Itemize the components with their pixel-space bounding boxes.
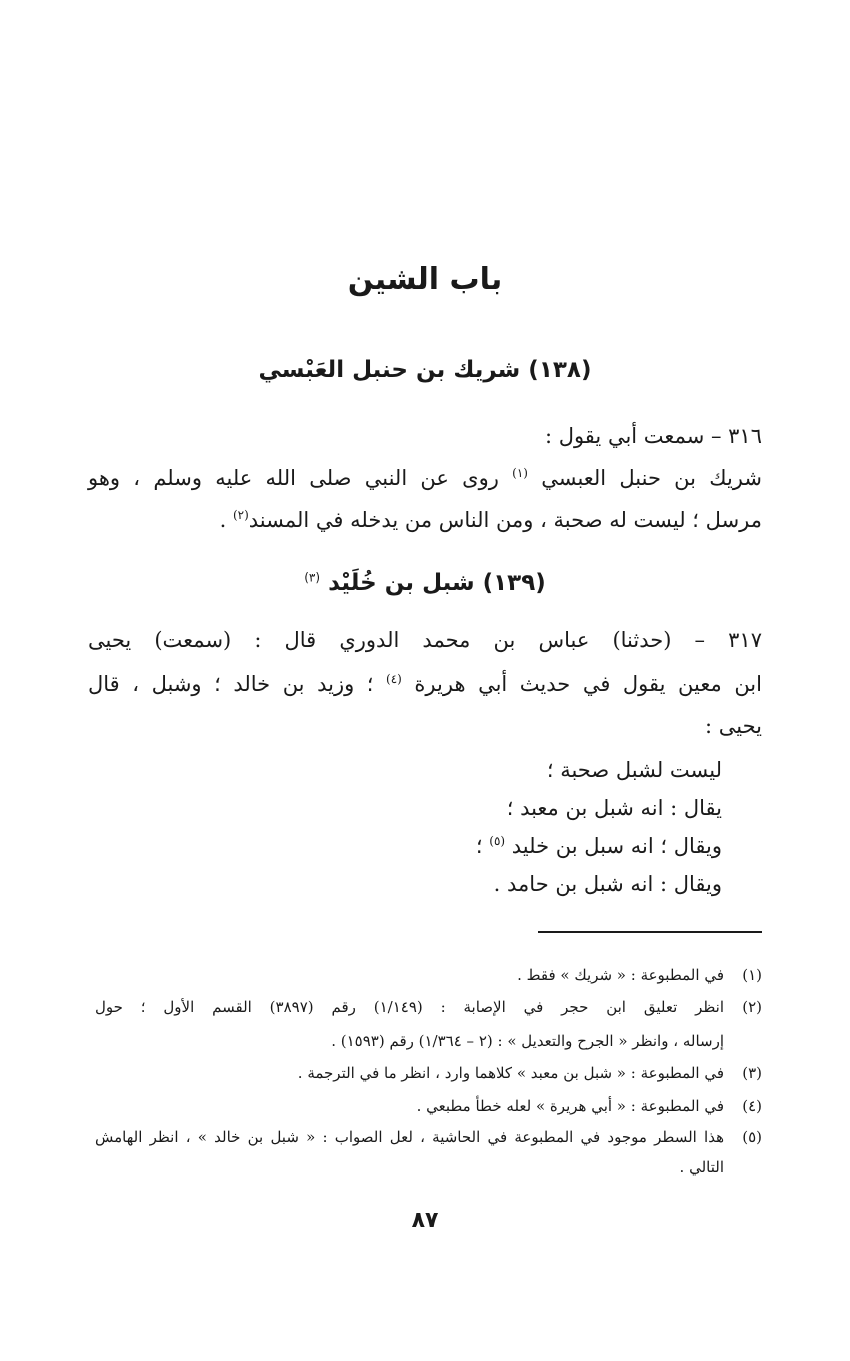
text-line-content: ؛ [475,834,483,858]
entry-heading-text: (١٣٨) شريك بن حنبل العَبْسي [258,357,592,383]
text-line-content: ٣١٦ – سمعت أبي يقول : [544,424,762,448]
page-number: ٨٧ [411,1208,439,1233]
text-line-content: ليست لشبل صحبة ؛ [546,758,722,782]
footnote-number: (٣) [742,1064,762,1082]
text-line-content: روى عن النبي صلى الله عليه وسلم ، وهو [88,466,499,490]
text-line-content: ويقال ؛ انه سبل بن خليد [511,834,722,858]
footnote-text: في المطبوعة : « شبل بن معبد » كلاهما وارد ، انظر ما في الترجمة . [297,1064,724,1082]
footnote-number: (١) [742,966,762,984]
text-line-content: . [219,508,227,532]
footnote-number: (٥) [742,1128,762,1146]
text-line [88,714,762,738]
entry-heading [0,570,850,596]
text-line-content: مرسل ؛ ليست له صحبة ، ومن الناس من يدخله في المسند [248,508,762,532]
footnote-ref[interactable]: (١) [512,466,528,480]
footnote-text: انظر تعليق ابن حجر في الإصابة : (١/١٤٩) رقم (٣٨٩٧) القسم الأول ؛ حول [95,998,725,1016]
footnote-divider [538,931,762,933]
footnote-ref[interactable]: (٢) [232,508,249,522]
text-line-content: ابن معين يقول في حديث أبي هريرة [414,672,762,696]
footnote-continuation: التالي . [679,1158,724,1176]
footnote-ref[interactable]: (٤) [386,672,402,686]
footnote-ref[interactable]: (٣) [304,570,321,585]
footnote-text: في المطبوعة : « شريك » فقط . [517,966,724,984]
text-line-content: ٣١٧ – (حدثنا) عباس بن محمد الدوري قال : (سمعت) يحيى [88,628,762,652]
text-line [88,796,722,820]
text-line [88,424,762,448]
text-line [88,672,762,696]
footnote-number: (٤) [742,1097,762,1115]
chapter-title: باب الشين [347,262,503,297]
text-line-content: يحيى : [705,714,762,738]
text-line-content: ويقال : انه شبل بن حامد . [493,872,722,896]
text-line [88,758,722,782]
footnote-number: (٢) [742,998,762,1016]
text-line [88,834,722,858]
entry-heading-text: (١٣٩) شبل بن خُلَيْد [328,570,546,596]
text-line [88,872,722,896]
footnote-text: هذا السطر موجود في المطبوعة في الحاشية ، لعل الصواب : « شبل بن خالد » ، انظر الهامش [95,1128,724,1146]
text-line [88,466,762,490]
footnote-ref[interactable]: (٥) [489,834,506,848]
text-line [88,628,762,652]
text-line-content: شريك بن حنبل العبسي [541,466,762,490]
footnote-text: في المطبوعة : « أبي هريرة » لعله خطأ مطبعي . [416,1097,724,1115]
text-line-content: يقال : انه شبل بن معبد ؛ [506,796,722,820]
footnote-continuation: إرساله ، وانظر « الجرح والتعديل » : (٢ – ١/٣٦٤) رقم (١٥٩٣) . [331,1032,724,1050]
entry-heading [0,357,850,383]
text-line-content: ؛ وزيد بن خالد ؛ وشبل ، قال [88,672,374,696]
text-line [88,508,762,532]
